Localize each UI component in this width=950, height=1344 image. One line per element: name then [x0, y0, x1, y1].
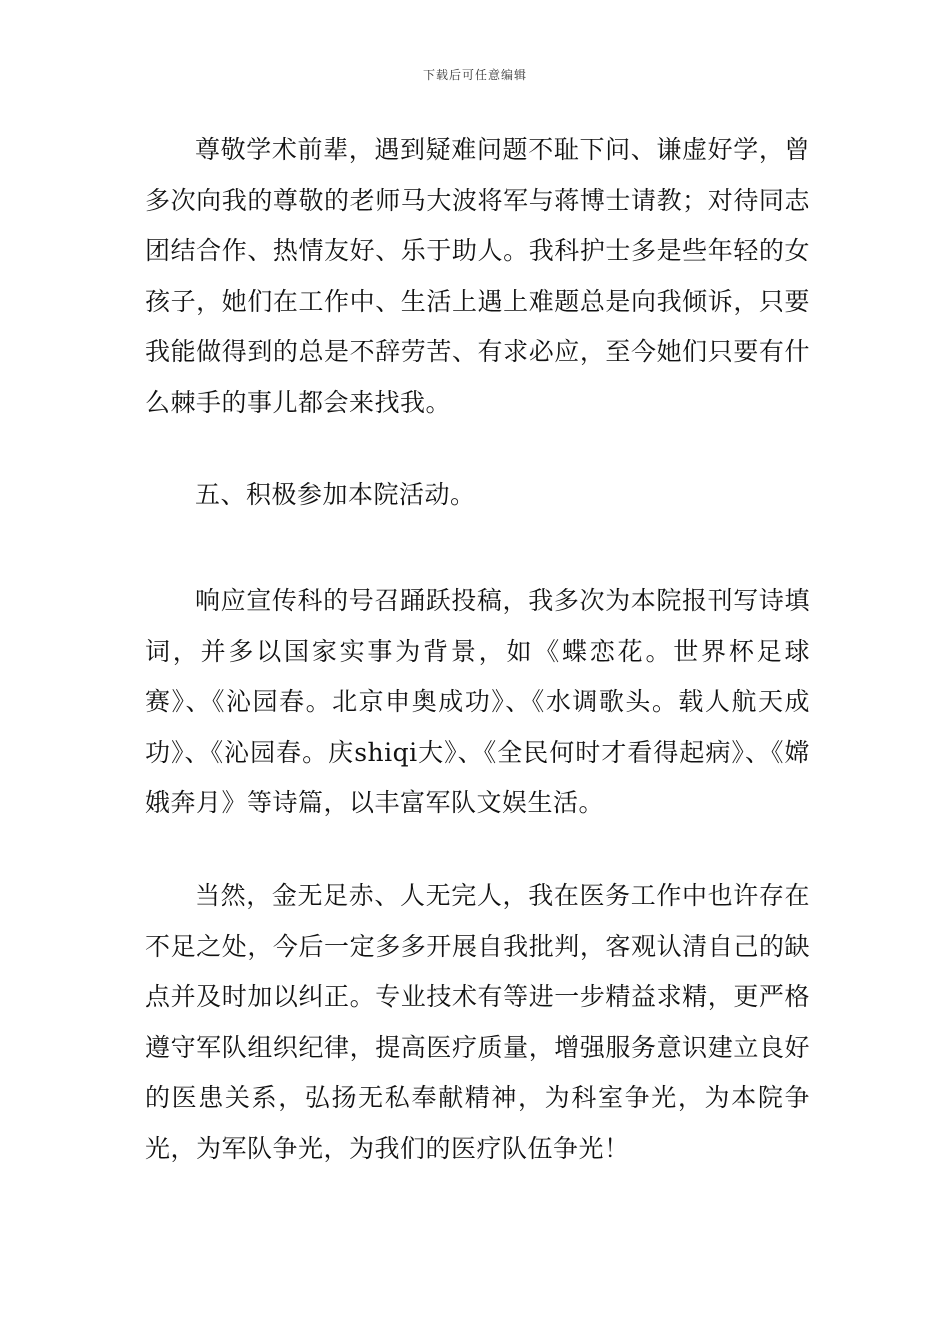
section-heading-five: 五、积极参加本院活动。 [195, 480, 476, 509]
header-note: 下载后可任意编辑 [422, 68, 527, 82]
paragraph-submissions: 响应宣传科的号召踊跃投稿，我多次为本院报刊写诗填词，并多以国家实事为背景，如《蝶恋花。世界杯足球赛》、《沁园春。北京申奥成功》、《水调歌头。载人航天成功》、《沁园春。庆shiqi大》、《全民何时才看得起病》、《嫦娥奔月》等诗篇，以丰富军队文娱生活。 [145, 586, 810, 817]
paragraph-self-criticism: 当然，金无足赤、人无完人，我在医务工作中也许存在不足之处，今后一定多多开展自我批判，客观认清自己的缺点并及时加以纠正。专业技术有等进一步精益求精，更严格遵守军队组织纪律，提高医疗质量，增强服务意识建立良好的医患关系，弘扬无私奉献精神，为科室争光，为本院争光，为军队争光，为我们的医疗队伍争光！ [145, 881, 810, 1163]
paragraph-respect-seniors: 尊敬学术前辈，遇到疑难问题不耻下问、谦虚好学，曾多次向我的尊敬的老师马大波将军与蒋博士请教；对待同志团结合作、热情友好、乐于助人。我科护士多是些年轻的女孩子，她们在工作中、生活上遇上难题总是向我倾诉，只要我能做得到的总是不辞劳苦、有求必应，至今她们只要有什么棘手的事儿都会来找我。 [145, 135, 810, 417]
